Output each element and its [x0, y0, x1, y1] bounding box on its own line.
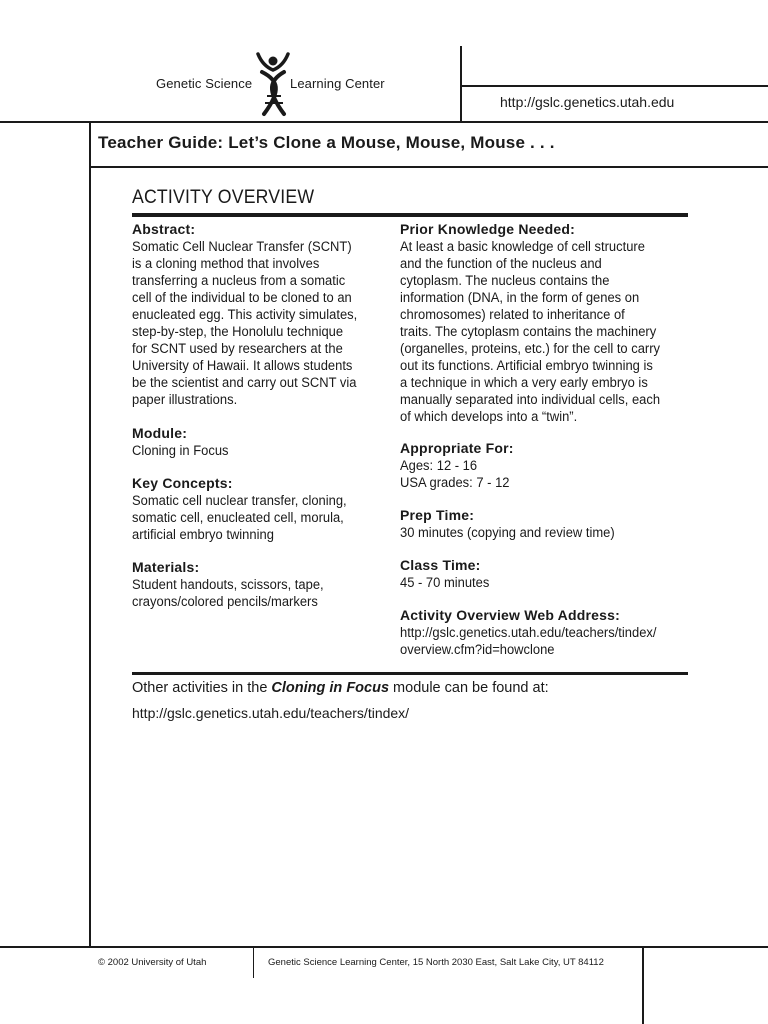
materials-heading: Materials: [132, 559, 200, 575]
prior-knowledge-heading: Prior Knowledge Needed: [400, 221, 575, 237]
appropriate-for-heading: Appropriate For: [400, 440, 514, 456]
left-column [132, 221, 382, 626]
page-title: Teacher Guide: Let’s Clone a Mouse, Mouse, Mouse . . . [98, 133, 555, 152]
abstract-text: Somatic Cell Nuclear Transfer (SCNT) is a cloning method that involves transferring a nucleus from a somatic cell of the individual to be cloned to an enucleated egg. This activity simulates, step-by-step, the Honolulu technique for SCNT used by researchers at the University of Hawaii. It allows students be the scientist and carry out SCNT via paper illustrations. [132, 239, 358, 407]
org-name-right: Learning Center [290, 76, 385, 91]
appropriate-for-section [400, 440, 690, 491]
other-activities-text [132, 680, 549, 696]
footer-address: Genetic Science Learning Center, 15 North 2030 East, Salt Lake City, UT 84112 [268, 957, 604, 968]
footer-top-rule [0, 946, 768, 948]
prep-time-text: 30 minutes (copying and review time) [400, 525, 615, 540]
header-url-rule [460, 85, 768, 87]
page-left-border [89, 121, 91, 947]
materials-section [132, 559, 382, 610]
module-heading: Module: [132, 425, 188, 441]
class-time-text: 45 - 70 minutes [400, 575, 490, 590]
footer-copyright: © 2002 University of Utah [98, 957, 207, 968]
abstract-heading: Abstract: [132, 221, 196, 237]
footer-divider [253, 946, 254, 978]
other-activities-prefix: Other activities in the [132, 680, 272, 696]
appropriate-for-text: Ages: 12 - 16 USA grades: 7 - 12 [400, 458, 510, 490]
materials-text: Student handouts, scissors, tape, crayons/colored pencils/markers [132, 577, 324, 609]
footer-right-border [642, 946, 644, 1024]
module-section [132, 425, 382, 459]
module-text: Cloning in Focus [132, 443, 229, 458]
key-concepts-text: Somatic cell nuclear transfer, cloning, somatic cell, enucleated cell, morula, artificial embryo twinning [132, 493, 347, 542]
overview-top-rule [132, 213, 688, 217]
other-activities-suffix: module can be found at: [389, 680, 549, 696]
class-time-section [400, 557, 690, 591]
prior-knowledge-text: At least a basic knowledge of cell structure and the function of the nucleus and cytoplasm. The nucleus contains the information (DNA, in the form of genes on chromosomes) related to inheritance of traits. The cytoplasm contains the machinery (organelles, proteins, etc.) for the cell to carry out its functions. Artificial embryo twinning is a technique in which a very early embryo is manually separated into individual cells, each of which develops into a “twin”. [400, 239, 661, 424]
prior-knowledge-section [400, 221, 690, 425]
header-bottom-rule [0, 121, 768, 123]
prep-time-heading: Prep Time: [400, 507, 475, 523]
section-heading: ACTIVITY OVERVIEW [132, 187, 315, 208]
vertical-rule-header [460, 46, 462, 122]
title-bottom-rule [89, 166, 768, 168]
web-address-link[interactable]: http://gslc.genetics.utah.edu/teachers/tindex/ overview.cfm?id=howclone [400, 625, 657, 657]
org-name-left: Genetic Science [156, 76, 253, 91]
abstract-section [132, 221, 382, 408]
key-concepts-section [132, 475, 382, 543]
key-concepts-heading: Key Concepts: [132, 475, 233, 491]
web-address-section [400, 607, 690, 658]
other-activities-link[interactable]: http://gslc.genetics.utah.edu/teachers/tindex/ [132, 705, 410, 721]
web-address-heading: Activity Overview Web Address: [400, 607, 620, 623]
module-name-emphasis: Cloning in Focus [271, 680, 390, 696]
prep-time-section [400, 507, 690, 541]
site-url[interactable]: http://gslc.genetics.utah.edu [500, 94, 675, 110]
right-column [400, 221, 690, 674]
class-time-heading: Class Time: [400, 557, 481, 573]
